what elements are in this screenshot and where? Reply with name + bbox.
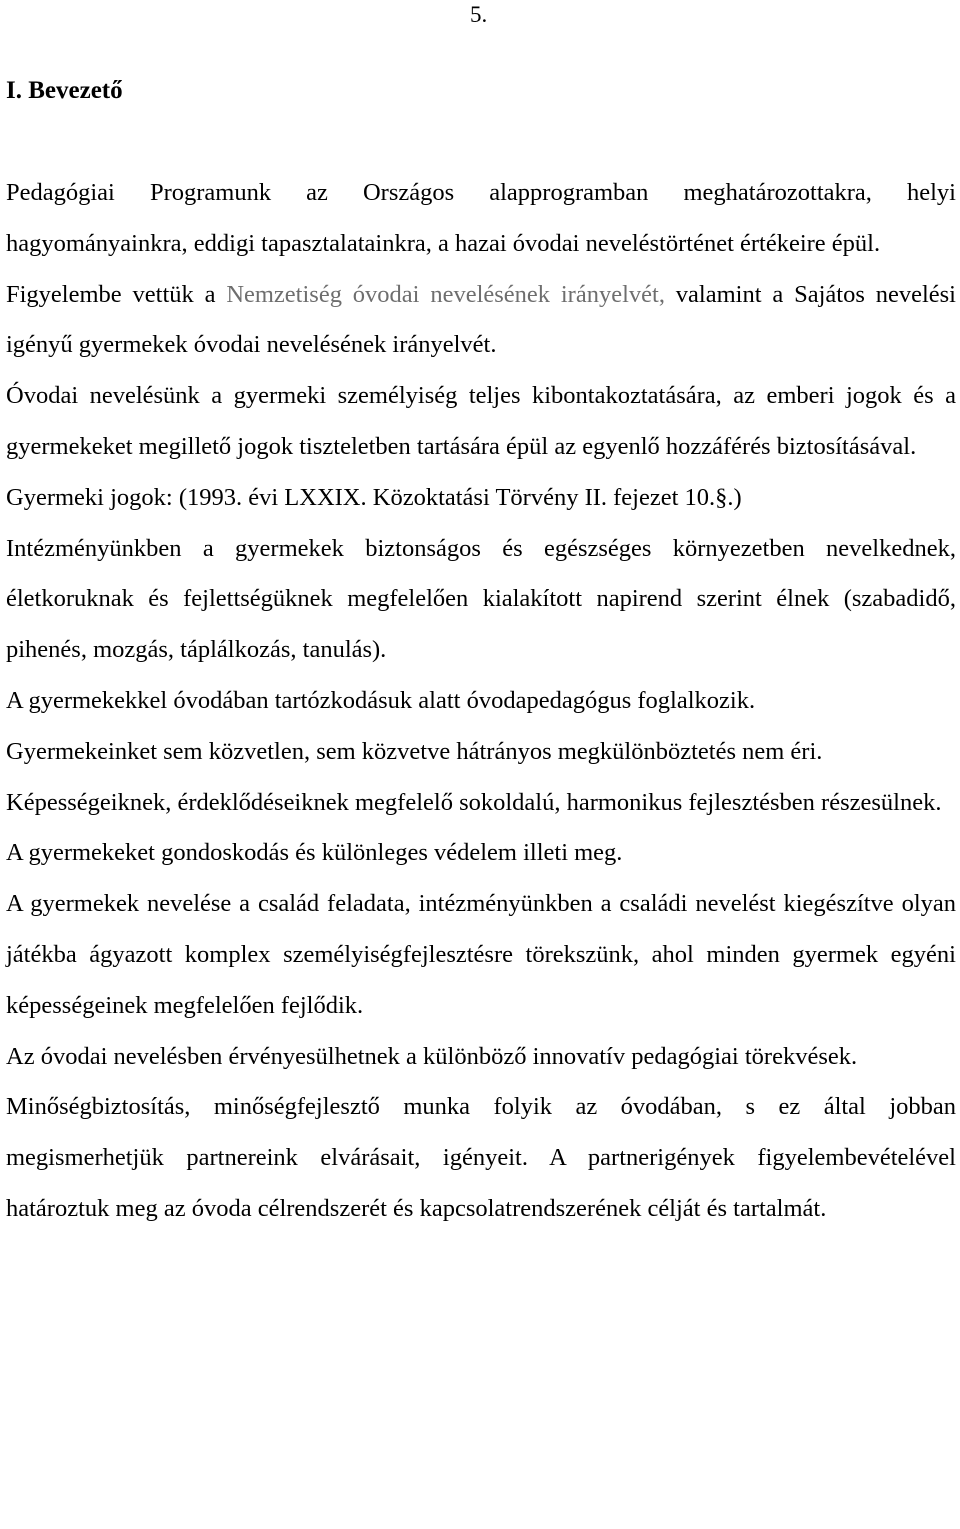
paragraph-guidelines: [6, 270, 956, 372]
paragraph-educator: A gyermekekkel óvodában tartózkodásuk alatt óvodapedagógus foglalkozik.: [6, 686, 756, 714]
page-number: 5.: [470, 2, 488, 27]
section-heading: I. Bevezető: [6, 77, 123, 104]
paragraph-abilities: Képességeiknek, érdeklődéseiknek megfelelő sokoldalú, harmonikus fejlesztésben részesülnek.: [6, 788, 942, 816]
paragraph-care: A gyermekeket gondoskodás és különleges védelem illeti meg.: [6, 839, 623, 867]
paragraph-innovation: Az óvodai nevelésben érvényesülhetnek a különböző innovatív pedagógiai törekvések.: [6, 1042, 858, 1070]
paragraph-quality: Minőségbiztosítás, minőségfejlesztő munka folyik az óvodában, s ez által jobban megismerhetjük partnereink elvárásait, igényeit. A partnerigények figyelembevételével határoztuk meg az óvoda célrendszerét és kapcsolatrendszerének célját és tartalmát.: [6, 1093, 956, 1222]
paragraph-child-rights: Gyermeki jogok: (1993. évi LXXIX. Közoktatási Törvény II. fejezet 10.§.): [6, 483, 742, 511]
guidelines-highlight: Nemzetiség óvodai nevelésének irányelvét,: [226, 280, 665, 308]
paragraph-discrimination: Gyermekeinket sem közvetlen, sem közvetve hátrányos megkülönböztetés nem éri.: [6, 737, 823, 765]
paragraph-program-basis: Pedagógiai Programunk az Országos alapprogramban meghatározottakra, helyi hagyományainkra, eddigi tapasztalatainkra, a hazai óvodai neveléstörténet értékeire épül.: [6, 179, 956, 257]
body-text: [6, 168, 956, 1235]
guidelines-text-before: Figyelembe vettük a: [6, 280, 227, 308]
paragraph-personality: Óvodai nevelésünk a gyermeki személyiség teljes kibontakoztatására, az emberi jogok és a gyermekeket megillető jogok tiszteletben tartására épül az egyenlő hozzáférés biztosításával.: [6, 382, 956, 460]
paragraph-institution: Intézményünkben a gyermekek biztonságos és egészséges környezetben nevelkednek, életkoruknak és fejlettségüknek megfelelően kialakított napirend szerint élnek (szabadidő, pihenés, mozgás, táplálkozás, tanulás).: [6, 534, 956, 664]
paragraph-family: A gyermekek nevelése a család feladata, intézményünkben a családi nevelést kiegészítve olyan játékba ágyazott komplex személyiségfejlesztésre törekszünk, ahol minden gyermek egyéni képességeinek megfelelően fejlődik.: [6, 890, 956, 1019]
guidelines-text-after: valamint a Sajátos nevelési igényű gyermekek óvodai nevelésének irányelvét.: [6, 280, 956, 359]
